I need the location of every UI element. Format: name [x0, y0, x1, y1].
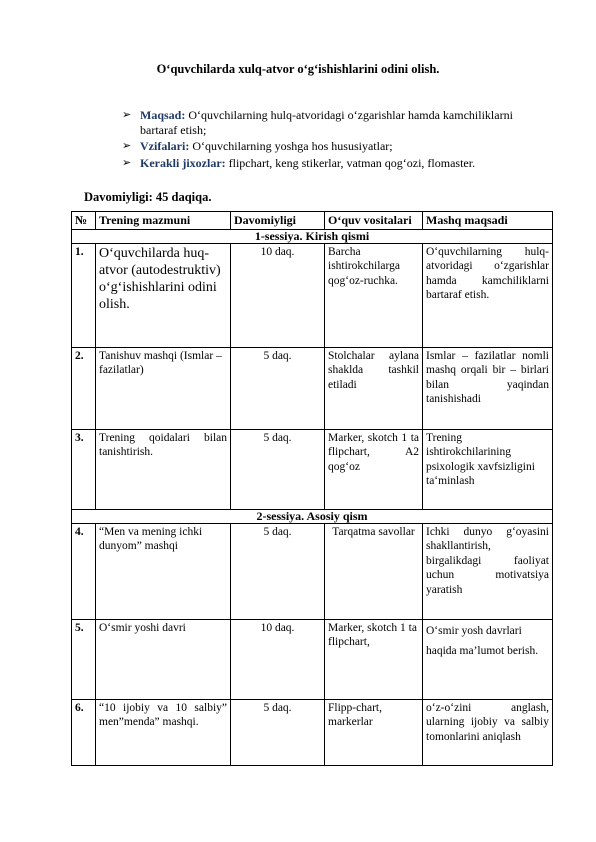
table-row [72, 429, 553, 509]
row-number: 1. [72, 243, 96, 347]
tasks-text: O‘quvchilarning yoshga hos hususiyatlar; [189, 139, 393, 153]
row-number: 3. [72, 429, 96, 509]
row-duration: 5 daq. [231, 429, 325, 509]
row-tools: Tarqatma savollar [325, 523, 423, 619]
row-goal: Ismlar – fazilatlar nomli mashq orqali bir – birlari bilan yaqindan tanishishadi [423, 347, 553, 429]
objective-item-materials [122, 156, 542, 171]
table-row [72, 619, 553, 699]
row-number: 6. [72, 699, 96, 765]
row-goal: O‘smir yosh davrlari haqida ma’lumot berish. [423, 619, 553, 699]
session-row [72, 229, 553, 243]
row-goal: o‘z-o‘zini anglash, ularning ijobiy va salbiy tomonlarini aniqlash [423, 699, 553, 765]
table-row [72, 699, 553, 765]
header-content: Trening mazmuni [96, 212, 231, 230]
tasks-label: Vzifalari: [140, 139, 190, 153]
objective-item-tasks [122, 139, 542, 154]
row-tools: Marker, skotch 1 ta flipchart, [325, 619, 423, 699]
document-title: O‘quvchilarda xulq-atvor o‘g‘ishishlarini odini olish. [156, 62, 440, 76]
row-duration: 5 daq. [231, 347, 325, 429]
header-goal: Mashq maqsadi [423, 212, 553, 230]
row-tools: Flipp-chart, markerlar [325, 699, 423, 765]
row-tools: Stolchalar aylana shaklda tashkil etiladi [325, 347, 423, 429]
row-duration: 10 daq. [231, 243, 325, 347]
goal-label: Maqsad: [140, 108, 186, 122]
header-number: № [72, 212, 96, 230]
row-duration: 5 daq. [231, 523, 325, 619]
row-tools: Marker, skotch 1 ta flipchart, A2 qog‘oz [325, 429, 423, 509]
row-content: O‘smir yoshi davri [96, 619, 231, 699]
training-table [71, 211, 553, 766]
objective-item-goal [122, 108, 542, 137]
objectives-list [122, 108, 542, 172]
row-content: “10 ijobiy va 10 salbiy” men”menda” mashqi. [96, 699, 231, 765]
table-row [72, 523, 553, 619]
row-content: O‘quvchilarda huq-atvor (autodestruktiv) o‘g‘ishishlarini odini olish. [96, 243, 231, 347]
header-tools: O‘quv vositalari [325, 212, 423, 230]
header-duration: Davomiyligi [231, 212, 325, 230]
table-row [72, 243, 553, 347]
row-content: Trening qoidalari bilan tanishtirish. [96, 429, 231, 509]
row-duration: 10 daq. [231, 619, 325, 699]
goal-text: O‘quvchilarning hulq-atvoridagi o‘zgarishlar hamda kamchiliklarni bartaraf etish; [140, 108, 513, 137]
arrow-bullet-icon: ➢ [122, 109, 132, 121]
session-row [72, 509, 553, 523]
duration-text: Davomiyligi: 45 daqiqa. [84, 190, 212, 204]
row-content: Tanishuv mashqi (Ismlar – fazilatlar) [96, 347, 231, 429]
row-goal: Ichki dunyo g‘oyasini shakllantirish, birgalikdagi faoliyat uchun motivatsiya yaratish [423, 523, 553, 619]
arrow-bullet-icon: ➢ [122, 140, 132, 152]
arrow-bullet-icon: ➢ [122, 156, 132, 169]
row-number: 2. [72, 347, 96, 429]
row-number: 5. [72, 619, 96, 699]
session-2-title: 2-sessiya. Asosiy qism [72, 509, 553, 523]
materials-text: flipchart, keng stikerlar, vatman qog‘ozi, flomaster. [225, 155, 476, 170]
table-header-row [72, 212, 553, 230]
materials-label: Kerakli jixozlar: [140, 155, 226, 170]
row-tools: Barcha ishtirokchilarga qog‘oz-ruchka. [325, 243, 423, 347]
row-content: “Men va mening ichki dunyom” mashqi [96, 523, 231, 619]
session-1-title: 1-sessiya. Kirish qismi [72, 229, 553, 243]
row-duration: 5 daq. [231, 699, 325, 765]
table-row [72, 347, 553, 429]
row-goal: Trening ishtirokchilarining psixologik xavfsizligini ta‘minlash [423, 429, 553, 509]
row-goal: O‘quvchilarning hulq-atvoridagi o‘zgarishlar hamda kamchiliklarni bartaraf etish. [423, 243, 553, 347]
row-number: 4. [72, 523, 96, 619]
